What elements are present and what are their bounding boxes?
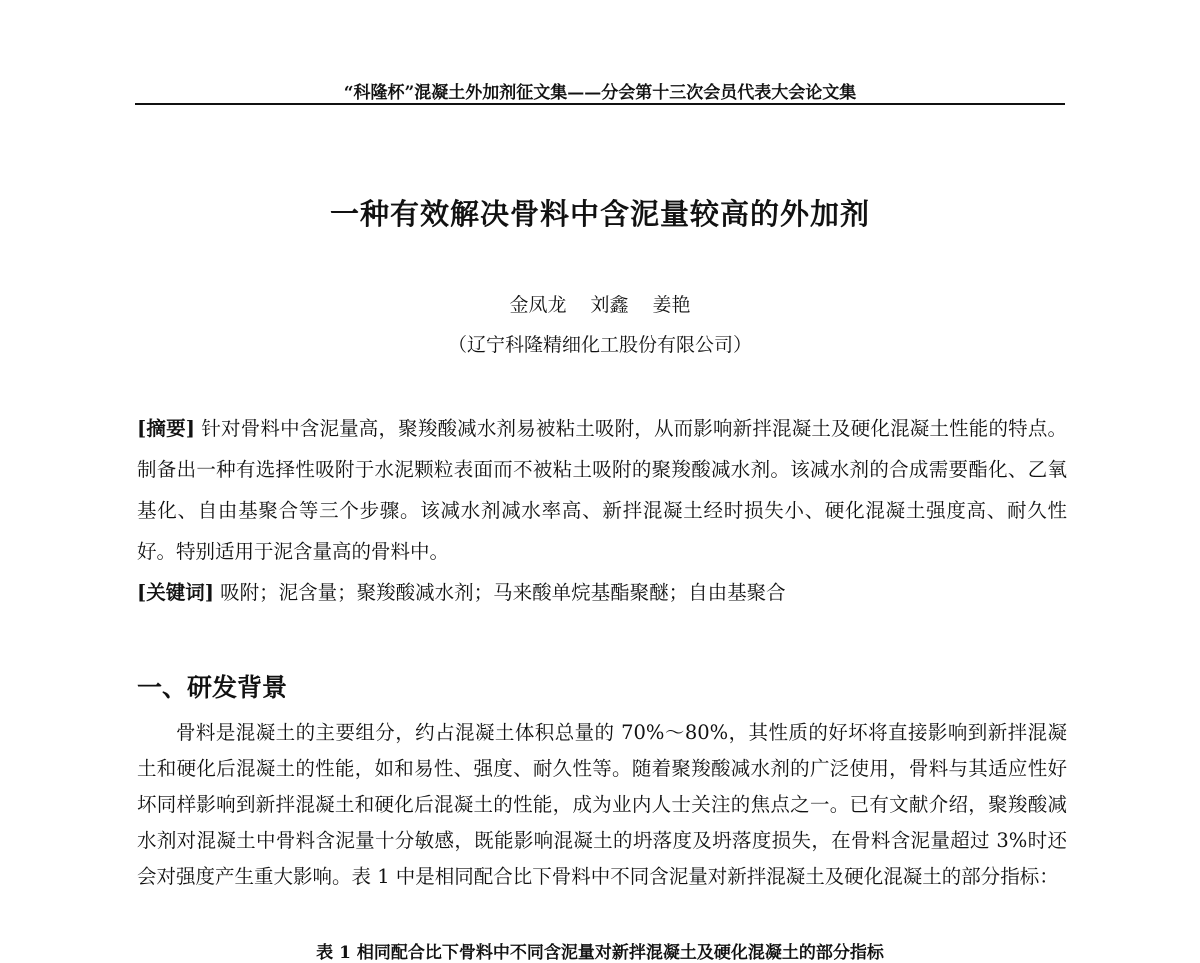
affiliation: （辽宁科隆精细化工股份有限公司） bbox=[447, 334, 752, 356]
section-heading: 一、研发背景 bbox=[137, 673, 288, 702]
abstract-text: 针对骨料中含泥量高，聚羧酸减水剂易被粘土吸附，从而影响新拌混凝土及硬化混凝土性能的特点。制备出一种有选择性吸附于水泥颗粒表面而不被粘土吸附的聚羧酸减水剂。该减水剂的合成需要酯化、乙氧基化、自由基聚合等三个步骤。该减水剂减水率高、新拌混凝土经时损失小、硬化混凝土强度高、耐久性好。特别适用于泥含量高的骨料中。 bbox=[137, 417, 1067, 563]
abstract-label: [摘要] bbox=[137, 417, 195, 440]
author: 金凤龙 bbox=[509, 294, 567, 316]
header-rule bbox=[135, 103, 1065, 105]
keywords-label: [关键词] bbox=[137, 581, 214, 604]
author: 刘鑫 bbox=[590, 294, 629, 316]
table-caption: 表 1 相同配合比下骨料中不同含泥量对新拌混凝土及硬化混凝土的部分指标 bbox=[316, 943, 884, 963]
abstract bbox=[137, 408, 1067, 613]
keywords-text: 吸附；泥含量；聚羧酸减水剂；马来酸单烷基酯聚醚；自由基聚合 bbox=[220, 581, 786, 604]
paper-title: 一种有效解决骨料中含泥量较高的外加剂 bbox=[329, 197, 870, 231]
author: 姜艳 bbox=[652, 294, 691, 316]
body-paragraph: 骨料是混凝土的主要组分，约占混凝土体积总量的 70%～80%，其性质的好坏将直接影响到新拌混凝土和硬化后混凝土的性能，如和易性、强度、耐久性等。随着聚羧酸减水剂的广泛使用，骨料与其适应性好坏同样影响到新拌混凝土和硬化后混凝土的性能，成为业内人士关注的焦点之一。已有文献介绍，聚羧酸减水剂对混凝土中骨料含泥量十分敏感，既能影响混凝土的坍落度及坍落度损失，在骨料含泥量超过 3%时还会对强度产生重大影响。表 1 中是相同配合比下骨料中不同含泥量对新拌混凝土及硬化混凝土的部分指标： bbox=[137, 721, 1067, 888]
running-header: “科隆杯”混凝土外加剂征文集——分会第十三次会员代表大会论文集 bbox=[343, 83, 857, 103]
authors bbox=[0, 290, 1200, 317]
